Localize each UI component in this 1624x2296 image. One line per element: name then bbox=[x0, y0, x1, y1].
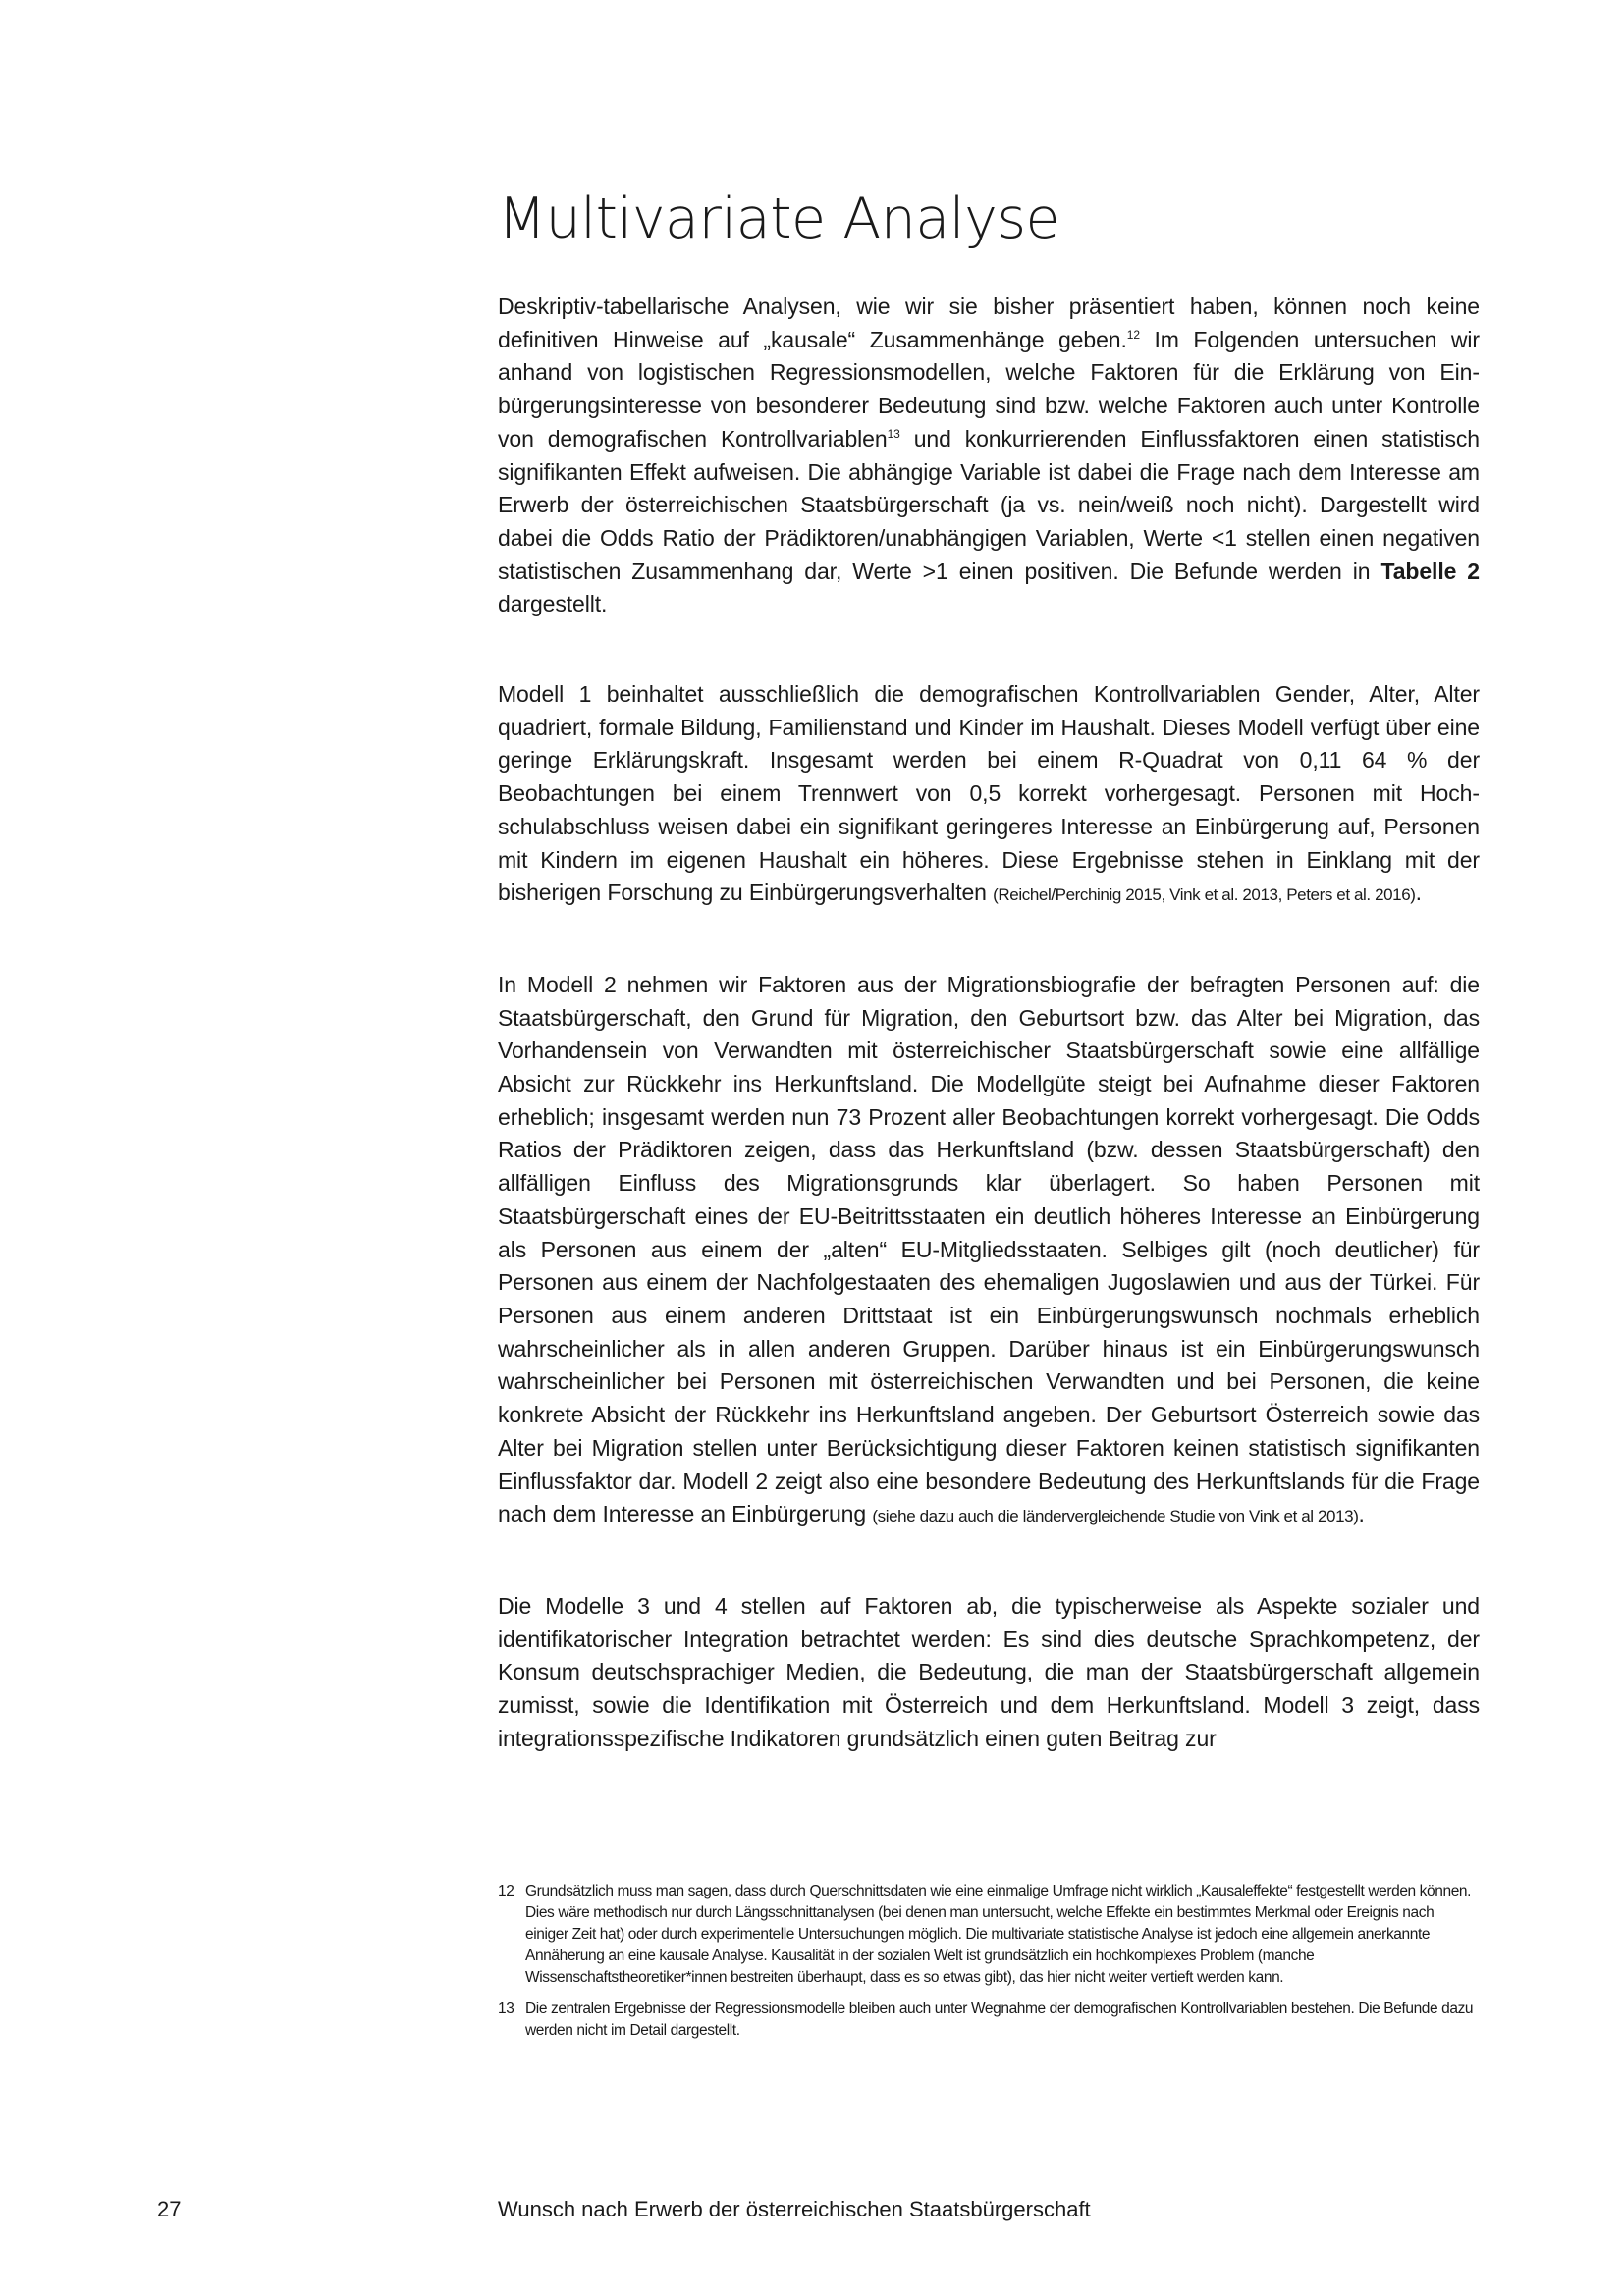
running-title: Wunsch nach Erwerb der österreichischen Staatsbürgerschaft bbox=[498, 2197, 1091, 2221]
paragraph-1-text-a: Deskriptiv-tabellarische Analysen, wie wir sie bisher präsentiert haben, können noch keine definitiven Hinweise auf „kausale“ Zusammenhänge geben. bbox=[498, 294, 1480, 352]
paragraph-3-end: . bbox=[1358, 1501, 1365, 1527]
footnote-number: 12 bbox=[498, 1883, 514, 1899]
paragraph-2-end: . bbox=[1415, 880, 1422, 906]
footnotes bbox=[498, 1881, 1480, 2052]
paragraph-2-text: Modell 1 beinhaltet ausschließlich die demografischen Kontrollvariablen Gender, Alter, Alter quadriert, formale Bildung, Familienstand und Kinder im Haushalt. Dieses Modell verfügt über eine geringe Erklärungskraft. Insgesamt werden bei einem R-Quadrat von 0,11 64 % der Beobachtungen bei einem Trennwert von 0,5 korrekt vorhergesagt. Personen mit Hochschulabschluss weisen dabei ein signifikant geringeres Interesse an Einbürgerung auf, Personen mit Kindern im eigenen Haushalt ein höheres. Diese Ergebnisse stehen in Einklang mit der bisherigen Forschung zu Einbürgerungsverhalten bbox=[498, 681, 1480, 906]
section-heading: Multivariate Analyse bbox=[498, 187, 1060, 251]
paragraph-3 bbox=[498, 969, 1480, 1533]
footnote-13 bbox=[498, 1999, 1480, 2042]
paragraph-1-text-c: und konkurrierenden Einflussfaktoren einen statistisch signifikanten Effekt aufweisen. Die abhängige Variable ist dabei die Frage nach dem Interesse am Erwerb der österreichischen Staatsbürgerschaft (ja vs. nein/weiß noch nicht). Dargestellt wird dabei die Odds Ratio der Prädiktoren/unabhängigen Variablen, Werte <1 stellen einen negativen statistischen Zusammenhang dar, Werte >1 einen positiven. Die Befunde werden in bbox=[498, 425, 1480, 584]
paragraph-3-citation: (siehe dazu auch die ländervergleichende Studie von Vink et al 2013) bbox=[872, 1507, 1359, 1526]
main-content bbox=[498, 177, 1480, 1812]
footnote-ref-12[interactable]: 12 bbox=[1126, 327, 1140, 342]
footnote-number: 13 bbox=[498, 2001, 514, 2017]
paragraph-3-text: In Modell 2 nehmen wir Faktoren aus der Migrationsbiografie der befragten Personen auf: die Staatsbürgerschaft, den Grund für Migration, den Geburtsort bzw. das Alter bei Migration, das Vorhandensein von Verwandten mit österreichischer Staatsbürgerschaft sowie eine allfällige Absicht zur Rückkehr ins Herkunftsland. Die Modellgüte steigt bei Aufnahme dieser Faktoren erheblich; insgesamt werden nun 73 Prozent aller Beobachtungen korrekt vorhergesagt. Die Odds Ratios der Prädiktoren zeigen, dass das Herkunftsland (bzw. dessen Staatsbürgerschaft) den allfälligen Einfluss des Migrationsgrunds klar überlagert. So haben Personen mit Staatsbürgerschaft eines der EU-Beitrittsstaaten ein deutlich höheres Interesse an Einbürgerung als Personen aus einem der „alten“ EU-Mitgliedsstaaten. Selbiges gilt (noch deutlicher) für Personen aus einem der Nachfolgestaaten des ehemaligen Jugoslawien und aus der Türkei. Für Personen aus einem anderen Drittstaat ist ein Einbürgerungswunsch nochmals erheblich wahrscheinlicher als in allen anderen Gruppen. Darüber hinaus ist ein Einbürgerungswunsch wahrscheinlicher bei Personen mit österreichischen Verwandten und bei Personen, die keine konkrete Absicht der Rückkehr ins Herkunftsland angeben. Der Geburtsort Österreich sowie das Alter bei Migration stellen unter Berücksichtigung dieser Faktoren keinen statistisch signifikanten Einflussfaktor dar. Modell 2 zeigt also eine besondere Bedeutung des Herkunftslands für die Frage nach dem Interesse an Einbürgerung bbox=[498, 971, 1480, 1527]
footnote-ref-13[interactable]: 13 bbox=[887, 426, 900, 441]
paragraph-2-citation: (Reichel/Perchinig 2015, Vink et al. 2013, Peters et al. 2016) bbox=[993, 885, 1416, 905]
paragraph-1-text-d: dargestellt. bbox=[498, 591, 608, 617]
page-number: 27 bbox=[157, 2197, 182, 2221]
table-reference: Tabelle 2 bbox=[1380, 558, 1480, 584]
paragraph-4 bbox=[498, 1590, 1480, 1756]
paragraph-1 bbox=[498, 291, 1480, 621]
paragraph-2 bbox=[498, 678, 1480, 912]
paragraph-4-text: Die Modelle 3 und 4 stellen auf Faktoren ab, die typischerweise als Aspekte sozialer und identifikatorischer Integration betrachtet werden: Es sind dies deutsche Sprachkompetenz, der Konsum deutschsprachiger Medien, die Bedeutung, die man der Staatsbürgerschaft allgemein zumisst, sowie die Identifikation mit Österreich und dem Herkunftsland. Modell 3 zeigt, dass integrationsspezifische Indikatoren grundsätzlich einen guten Beitrag zur bbox=[498, 1592, 1480, 1751]
footnote-text: Grundsätzlich muss man sagen, dass durch Querschnittsdaten wie eine einmalige Umfrage nicht wirklich „Kausaleffekte“ festgestellt werden können. Dies wäre methodisch nur durch Längsschnittanalysen (bei denen man untersucht, welche Effekte ein bestimmtes Merkmal oder Ereignis nach einiger Zeit hat) oder durch experimentelle Untersuchungen möglich. Die multivariate statistische Analyse ist jedoch eine allgemein anerkannte Annäherung an eine kausale Analyse. Kausalität in der sozialen Welt ist grundsätzlich ein hochkomplexes Problem (manche Wissenschaftstheoretiker*innen bestreiten überhaupt, dass es so etwas gibt), das hier nicht weiter vertieft werden kann. bbox=[525, 1883, 1472, 1986]
paragraph-1-text-b: Im Folgenden untersuchen wir anhand von logistischen Regressionsmodellen, welche Faktoren für die Erklärung von Einbürgerungsinteresse von besonderer Bedeutung sind bzw. welche Faktoren auch unter Kontrolle von demografischen Kontrollvariablen bbox=[498, 326, 1480, 452]
footnote-text: Die zentralen Ergebnisse der Regressionsmodelle bleiben auch unter Wegnahme der demografischen Kontrollvariablen bestehen. Die Befunde dazu werden nicht im Detail dargestellt. bbox=[525, 2001, 1474, 2039]
footnote-12 bbox=[498, 1881, 1480, 1989]
body-text bbox=[498, 291, 1480, 1755]
